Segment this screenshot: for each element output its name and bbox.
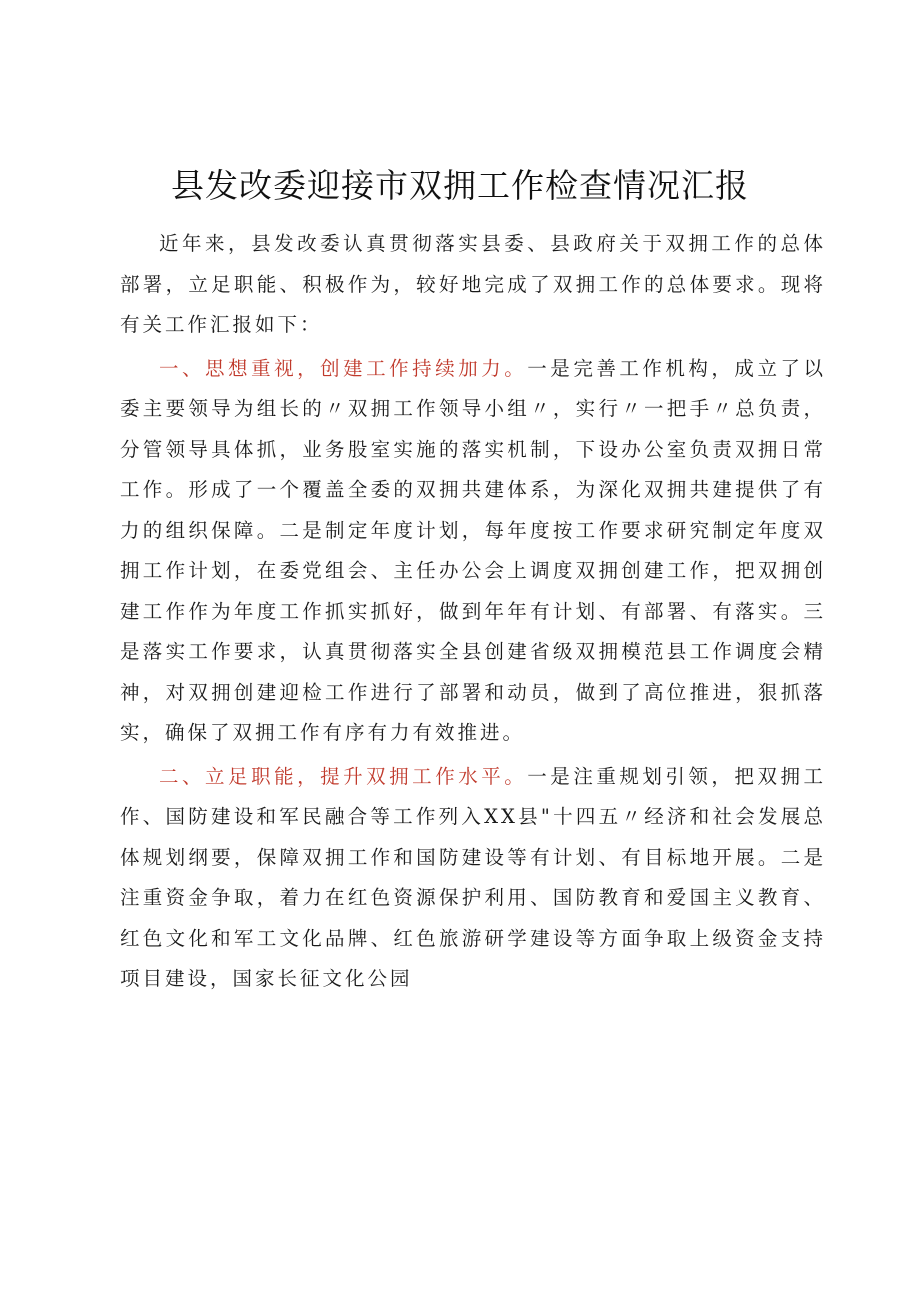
section-paragraph-1 bbox=[120, 349, 826, 754]
section-heading-2: 二、立足职能，提升双拥工作水平。 bbox=[159, 764, 528, 788]
section-heading-1: 一、思想重视，创建工作持续加力。 bbox=[159, 356, 528, 380]
section-body-1: 一是完善工作机构，成立了以委主要领导为组长的〃双拥工作领导小组〃，实行〃一把手〃总负责，分管领导具体抓，业务股室实施的落实机制，下设办公室负责双拥日常工作。形成了一个覆盖全委的双拥共建体系，为深化双拥共建提供了有力的组织保障。二是制定年度计划，每年度按工作要求研究制定年度双拥工作计划，在委党组会、主任办公会上调度双拥创建工作，把双拥创建工作作为年度工作抓实抓好，做到年年有计划、有部署、有落实。三是落实工作要求，认真贯彻落实全县创建省级双拥模范县工作调度会精神，对双拥创建迎检工作进行了部署和动员，做到了高位推进，狠抓落实，确保了双拥工作有序有力有效推进。 bbox=[120, 356, 826, 744]
document-body bbox=[120, 224, 826, 1003]
intro-paragraph: 近年来，县发改委认真贯彻落实县委、县政府关于双拥工作的总体部署，立足职能、积极作为，较好地完成了双拥工作的总体要求。现将有关工作汇报如下： bbox=[120, 232, 826, 336]
document-title: 县发改委迎接市双拥工作检查情况汇报 bbox=[171, 166, 749, 205]
section-paragraph-2 bbox=[120, 757, 826, 1000]
section-body-2: 一是注重规划引领，把双拥工作、国防建设和军民融合等工作列入XX县"十四五〃经济和社会发展总体规划纲要，保障双拥工作和国防建设等有计划、有目标地开展。二是注重资金争取，着力在红色资源保护利用、国防教育和爱国主义教育、红色文化和军工文化品牌、红色旅游研学建设等方面争取上级资金支持项目建设，国家长征文化公园 bbox=[120, 764, 826, 990]
